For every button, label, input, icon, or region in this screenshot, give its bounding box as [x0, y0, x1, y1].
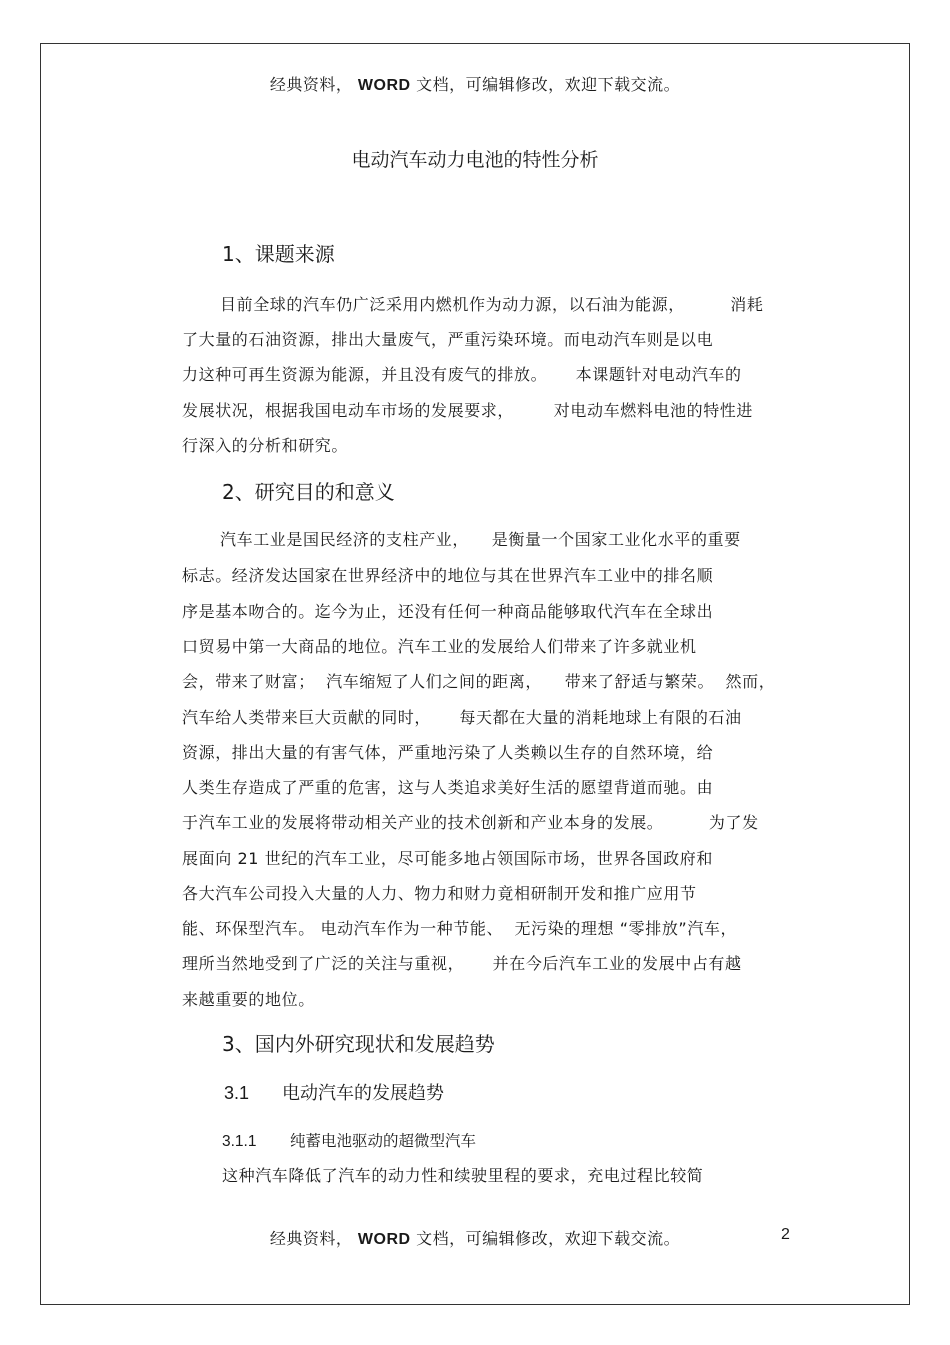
- header-word: WORD: [357, 77, 411, 94]
- paragraph-line: 人类生存造成了严重的危害，这与人类追求美好生活的愿望背道而驰。由: [182, 778, 714, 797]
- subsection-title: 纯蓄电池驱动的超微型汽车: [290, 1132, 477, 1150]
- paragraph-line: 了大量的石油资源，排出大量废气，严重污染环境。而电动汽车则是以电: [182, 330, 714, 349]
- paragraph-line: 理所当然地受到了广泛的关注与重视， 并在今后汽车工业的发展中占有越: [182, 954, 742, 973]
- paragraph-line: 于汽车工业的发展将带动相关产业的技术创新和产业本身的发展。 为了发: [182, 813, 759, 832]
- paragraph-line: 序是基本吻合的。迄今为止，还没有任何一种商品能够取代汽车在全球出: [182, 602, 714, 621]
- section-1-heading: 1、课题来源: [222, 242, 335, 266]
- paragraph-line: 汽车给人类带来巨大贡献的同时， 每天都在大量的消耗地球上有限的石油: [182, 708, 742, 727]
- page-number: 2: [781, 1226, 790, 1243]
- paragraph-line: 这种汽车降低了汽车的动力性和续驶里程的要求，充电过程比较简: [222, 1166, 704, 1185]
- paragraph-line: 能、环保型汽车。 电动汽车作为一种节能、 无污染的理想 “零排放”汽车，: [182, 919, 738, 938]
- paragraph-line: 发展状况，根据我国电动车市场的发展要求， 对电动车燃料电池的特性进: [182, 401, 754, 420]
- paragraph-line: 目前全球的汽车仍广泛采用内燃机作为动力源，以石油为能源， 消耗: [220, 295, 764, 314]
- section-3-heading: 3、国内外研究现状和发展趋势: [222, 1032, 495, 1056]
- paragraph-line: 力这种可再生资源为能源，并且没有废气的排放。 本课题针对电动汽车的: [182, 365, 742, 384]
- paragraph-line: 展面向 21 世纪的汽车工业，尽可能多地占领国际市场，世界各国政府和: [182, 849, 713, 868]
- footer-text-1: 经典资料，: [269, 1229, 353, 1248]
- paragraph-line: 口贸易中第一大商品的地位。汽车工业的发展给人们带来了许多就业机: [182, 637, 697, 656]
- paragraph-line: 汽车工业是国民经济的支柱产业， 是衡量一个国家工业化水平的重要: [220, 530, 741, 549]
- footer-text-2: 文档，可编辑修改，欢迎下载交流。: [416, 1229, 681, 1248]
- page-footer: [0, 1226, 950, 1249]
- subsection-3-1-1-heading: [222, 1129, 476, 1151]
- paragraph-line: 会，带来了财富； 汽车缩短了人们之间的距离， 带来了舒适与繁荣。 然而，: [182, 672, 776, 691]
- paragraph-line: 资源，排出大量的有害气体，严重地污染了人类赖以生存的自然环境，给: [182, 743, 714, 762]
- page-header: [0, 72, 950, 95]
- section-2-heading: 2、研究目的和意义: [222, 480, 395, 504]
- header-text-1: 经典资料，: [269, 75, 353, 94]
- subsection-number: 3.1.1: [222, 1133, 257, 1150]
- subsection-title: 电动汽车的发展趋势: [282, 1083, 444, 1104]
- paragraph-line: 行深入的分析和研究。: [182, 436, 349, 455]
- document-title: 电动汽车动力电池的特性分析: [351, 149, 599, 171]
- paragraph-line: 各大汽车公司投入大量的人力、物力和财力竟相研制开发和推广应用节: [182, 884, 697, 903]
- header-text-2: 文档，可编辑修改，欢迎下载交流。: [416, 75, 681, 94]
- footer-word: WORD: [357, 1231, 411, 1248]
- subsection-number: 3.1: [224, 1083, 250, 1103]
- paragraph-line: 标志。经济发达国家在世界经济中的地位与其在世界汽车工业中的排名顺: [182, 566, 714, 585]
- paragraph-line: 来越重要的地位。: [182, 990, 315, 1009]
- subsection-3-1-heading: [224, 1079, 444, 1105]
